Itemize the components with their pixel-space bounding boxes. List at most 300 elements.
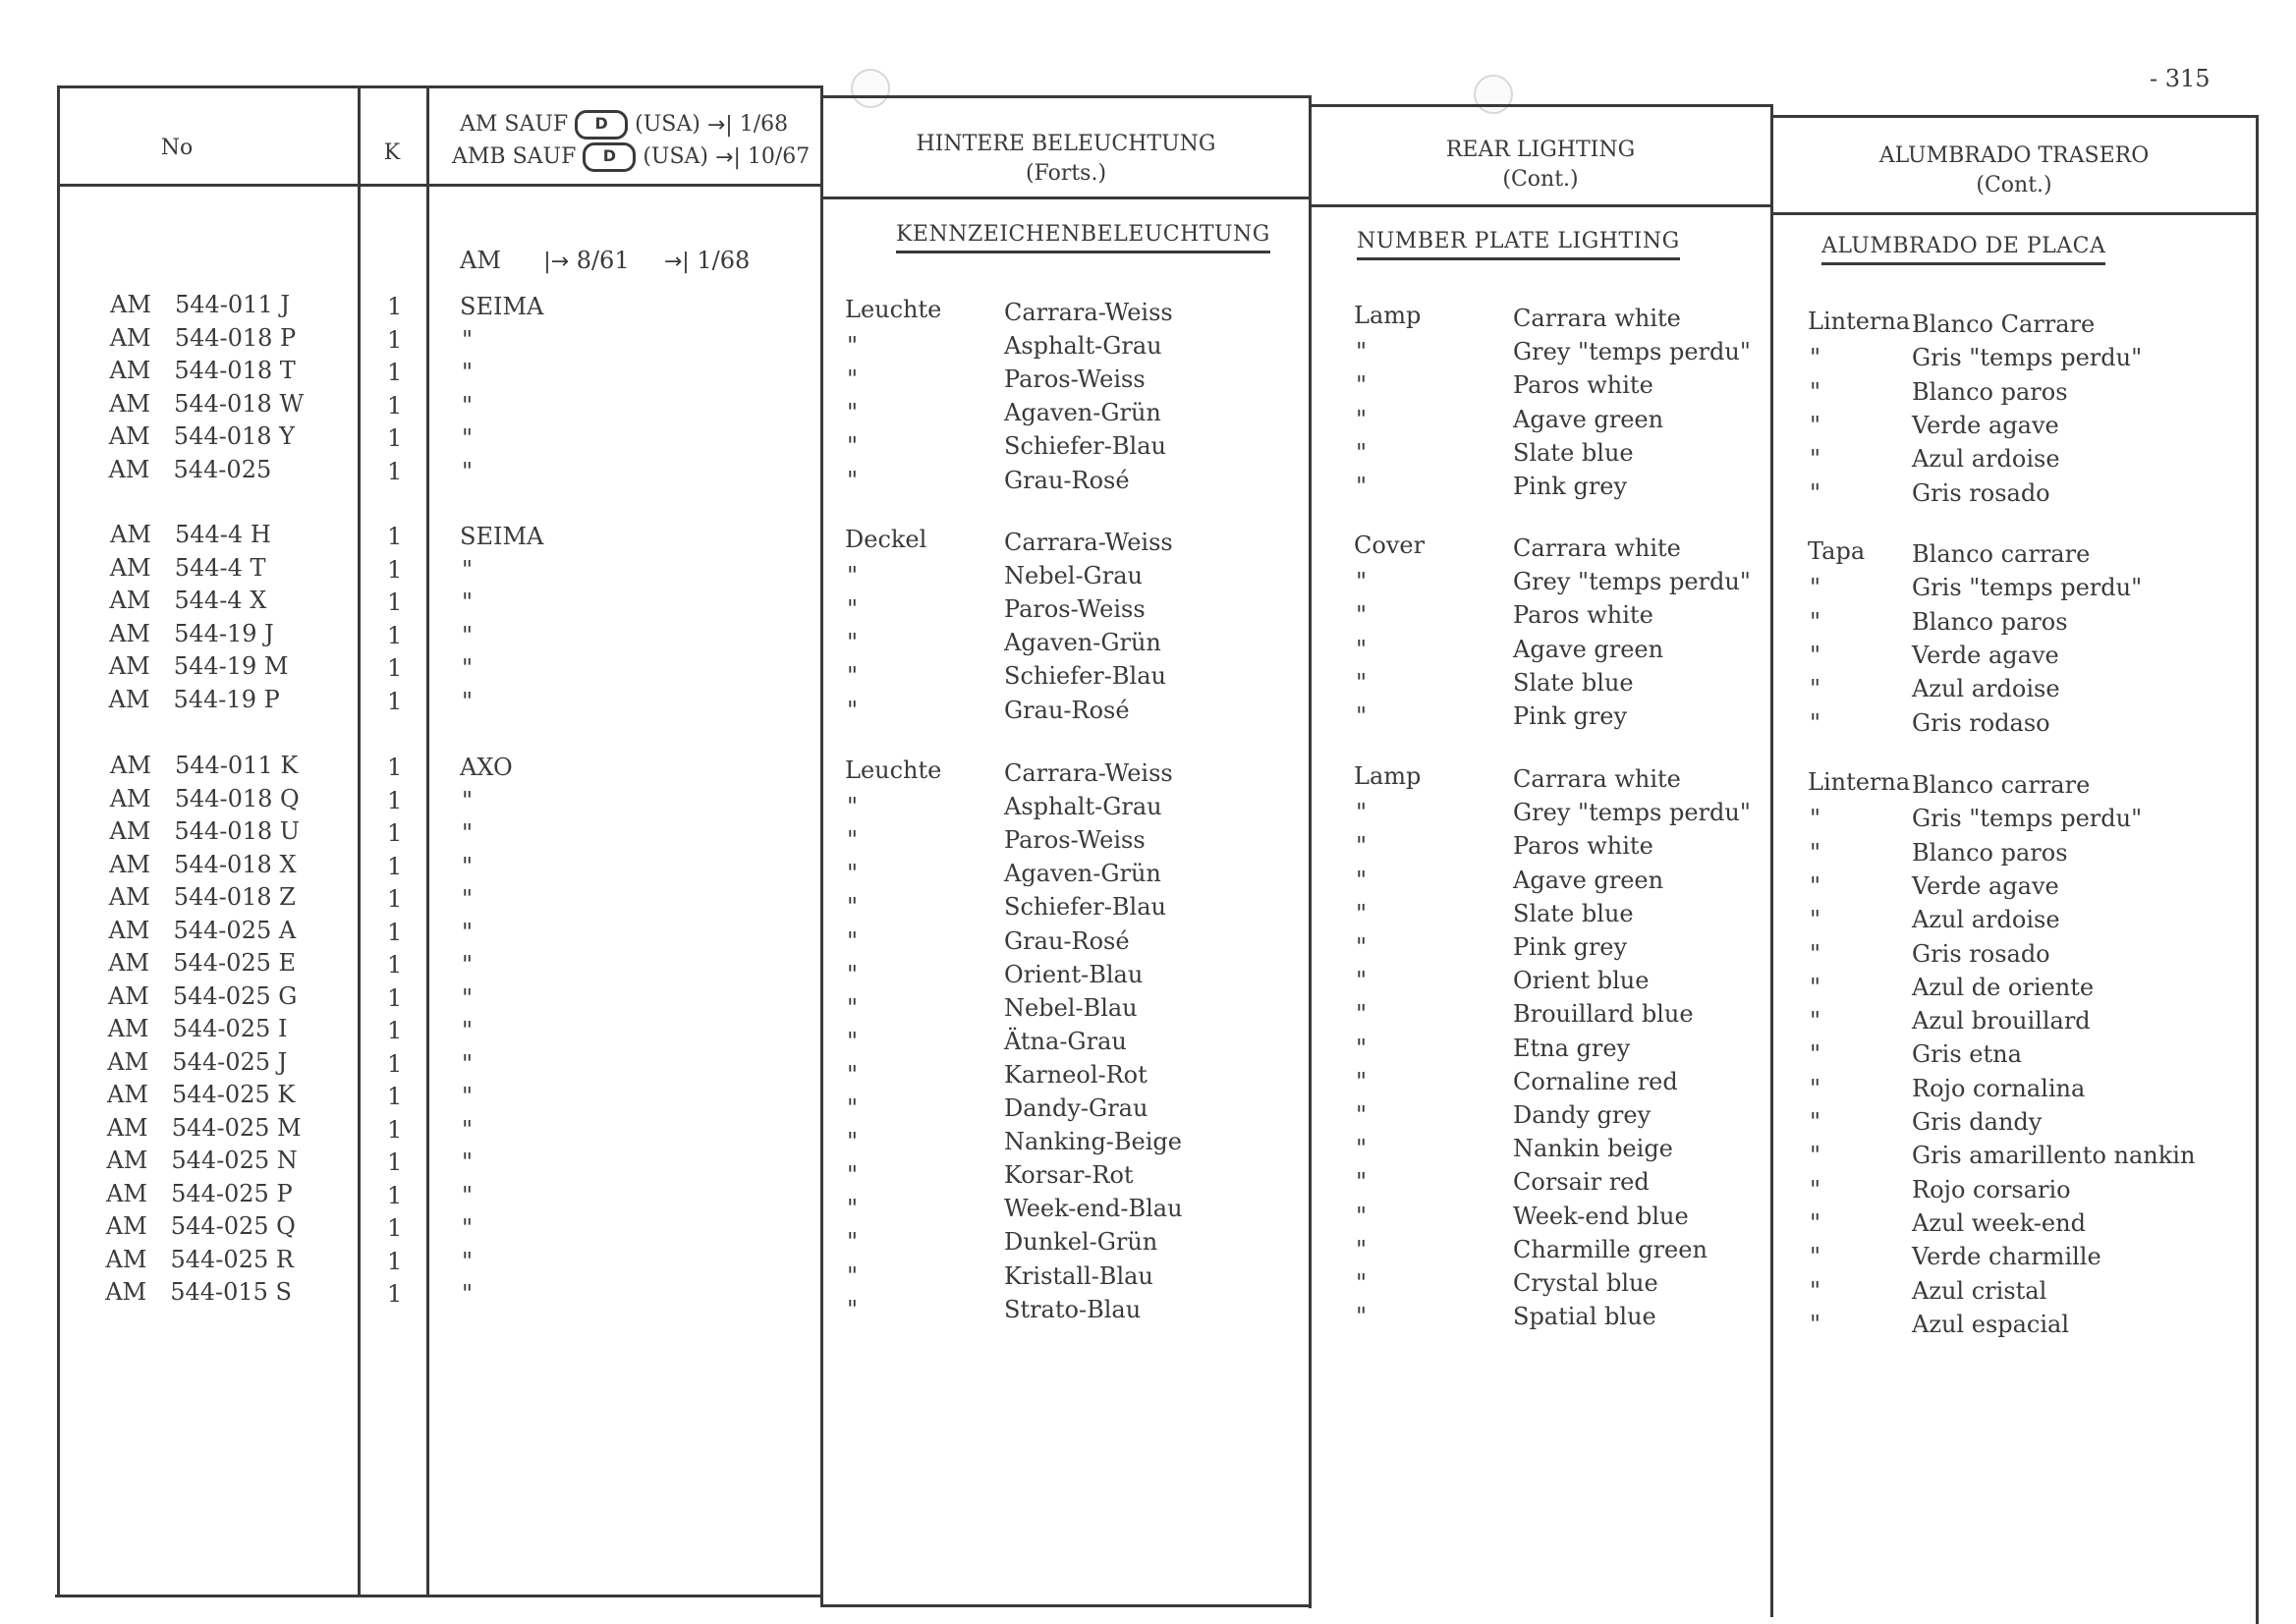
quantity-k: 1 <box>387 424 403 452</box>
color-de: Paros-Weiss <box>1004 365 1146 394</box>
part-number: 544-025 <box>173 455 272 483</box>
ditto-mark: " <box>847 893 859 922</box>
ditto-mark: " <box>462 1083 474 1110</box>
color-en: Brouillard blue <box>1513 1000 1694 1029</box>
ditto-mark: " <box>1810 411 1821 439</box>
ditto-mark: " <box>462 359 474 386</box>
item-en: Cover <box>1354 532 1426 559</box>
part-number: 544-4 X <box>174 587 267 614</box>
subheading-es: ALUMBRADO DE PLACA <box>1821 234 2105 258</box>
color-es: Gris rodaso <box>1912 708 2050 737</box>
quantity-k: 1 <box>387 621 403 649</box>
part-prefix: AM <box>106 1113 148 1142</box>
color-es: Blanco paros <box>1912 377 2068 406</box>
color-de: Nebel-Blau <box>1004 993 1138 1022</box>
ditto-mark: " <box>1810 1175 1821 1204</box>
ditto-mark: " <box>1356 1101 1368 1129</box>
color-de: Nanking-Beige <box>1004 1128 1182 1156</box>
quantity-k: 1 <box>387 1280 403 1308</box>
ditto-mark: " <box>847 993 859 1022</box>
color-en: Carrara white <box>1513 765 1681 793</box>
part-number: 544-018 W <box>174 389 305 418</box>
quantity-k: 1 <box>387 1148 403 1176</box>
ditto-mark: " <box>462 1247 474 1275</box>
subheading-de: KENNZEICHENBELEUCHTUNG <box>896 222 1270 247</box>
quantity-k: 1 <box>387 1247 403 1275</box>
color-es: Azul ardoise <box>1912 675 2060 703</box>
color-en: Grey "temps perdu" <box>1513 338 1751 366</box>
ditto-mark: " <box>462 424 474 452</box>
item-es: Linterna <box>1808 768 1911 796</box>
quantity-k: 1 <box>387 687 403 715</box>
ditto-mark: " <box>1356 1202 1368 1230</box>
ditto-mark: " <box>1356 473 1368 500</box>
ditto-mark: " <box>1356 1303 1368 1331</box>
quantity-k: 1 <box>387 754 403 781</box>
color-es: Gris rosado <box>1912 939 2050 968</box>
color-en: Agave green <box>1513 405 1664 433</box>
color-es: Blanco Carrare <box>1912 310 2096 338</box>
color-es: Rojo corsario <box>1912 1175 2071 1204</box>
color-en: Paros white <box>1513 601 1653 630</box>
ditto-mark: " <box>462 1115 474 1144</box>
ditto-mark: " <box>462 555 474 584</box>
part-number: 544-025 I <box>172 1015 288 1042</box>
quantity-k: 1 <box>387 523 403 550</box>
ditto-mark: " <box>1810 1074 1821 1102</box>
ditto-mark: " <box>847 365 859 394</box>
color-es: Gris "temps perdu" <box>1912 574 2143 602</box>
part-number: 544-025 K <box>172 1081 296 1108</box>
ditto-mark: " <box>847 562 859 590</box>
part-prefix: AM <box>107 1081 148 1108</box>
ditto-mark: " <box>462 1280 474 1308</box>
ditto-mark: " <box>462 918 474 946</box>
quantity-k: 1 <box>387 819 403 847</box>
color-es: Blanco paros <box>1912 607 2068 636</box>
ditto-mark: " <box>847 662 859 691</box>
ditto-mark: " <box>1810 906 1821 934</box>
ditto-mark: " <box>462 951 474 979</box>
item-es: Linterna <box>1808 308 1911 335</box>
ditto-mark: " <box>847 960 859 988</box>
color-de: Carrara-Weiss <box>1004 299 1173 326</box>
part-prefix: AM <box>105 1212 147 1240</box>
part-number: 544-025 M <box>171 1113 302 1142</box>
color-de: Carrara-Weiss <box>1004 759 1173 787</box>
header-de-title: HINTERE BELEUCHTUNG <box>916 132 1216 156</box>
ditto-mark: " <box>847 595 859 624</box>
ditto-mark: " <box>462 325 474 354</box>
ditto-mark: " <box>1810 1007 1821 1036</box>
color-en: Nankin beige <box>1513 1135 1673 1163</box>
part-number: 544-025 G <box>172 981 298 1010</box>
color-de: Kristall-Blau <box>1004 1261 1153 1290</box>
color-es: Rojo cornalina <box>1912 1074 2086 1102</box>
ditto-mark: " <box>462 1148 474 1176</box>
ditto-mark: " <box>1356 899 1368 927</box>
part-prefix: AM <box>108 883 150 911</box>
ditto-mark: " <box>847 629 859 657</box>
ditto-mark: " <box>462 852 474 880</box>
model-date: 1/68 <box>739 112 789 137</box>
color-de: Agaven-Grün <box>1004 399 1161 427</box>
ditto-mark: " <box>1810 1040 1821 1069</box>
part-prefix: AM <box>109 553 151 582</box>
header-de-sub: (Forts.) <box>1025 161 1107 186</box>
col-line-left <box>57 85 60 1597</box>
table-top-border-4 <box>1772 115 2258 118</box>
quantity-k: 1 <box>387 293 403 320</box>
color-de: Nebel-Grau <box>1004 562 1143 590</box>
ditto-mark: " <box>1356 635 1368 663</box>
color-de: Agaven-Grün <box>1004 629 1161 657</box>
model-region: (USA) <box>635 112 700 137</box>
color-de: Paros-Weiss <box>1004 595 1146 624</box>
range-from: 8/61 <box>576 247 630 274</box>
color-de: Strato-Blau <box>1004 1295 1142 1323</box>
part-number: 544-4 T <box>174 553 266 582</box>
header-en <box>1314 136 1767 195</box>
part-prefix: AM <box>108 685 150 713</box>
color-es: Azul espacial <box>1912 1310 2070 1338</box>
color-de: Korsar-Rot <box>1004 1161 1134 1190</box>
ditto-mark: " <box>462 588 474 616</box>
color-de: Orient-Blau <box>1004 960 1144 988</box>
item-de: Deckel <box>845 526 927 553</box>
quantity-k: 1 <box>387 1115 403 1144</box>
ditto-mark: " <box>1356 933 1368 961</box>
color-de: Schiefer-Blau <box>1004 893 1166 922</box>
table-top-border-1 <box>59 85 822 88</box>
quantity-k: 1 <box>387 588 403 616</box>
color-de: Asphalt-Grau <box>1004 332 1162 361</box>
ditto-mark: " <box>1356 601 1368 630</box>
color-en: Orient blue <box>1513 967 1650 995</box>
ditto-mark: " <box>1810 344 1821 372</box>
part-number: 544-011 J <box>175 291 290 318</box>
color-es: Gris amarillento nankin <box>1912 1142 2196 1170</box>
color-en: Dandy grey <box>1513 1101 1652 1129</box>
ditto-mark: " <box>1356 1235 1368 1263</box>
page-number: - 315 <box>2150 65 2211 92</box>
ditto-mark: " <box>462 1049 474 1078</box>
color-en: Week-end blue <box>1513 1202 1689 1230</box>
ditto-mark: " <box>847 1261 859 1290</box>
ditto-mark: " <box>1810 939 1821 968</box>
quantity-k: 1 <box>387 1083 403 1110</box>
ditto-mark: " <box>1810 1310 1821 1338</box>
color-es: Gris dandy <box>1912 1108 2043 1136</box>
header-model-line-2 <box>452 142 810 172</box>
col-line-no-k <box>358 85 361 1597</box>
part-prefix: AM <box>109 850 150 878</box>
header-divider-1 <box>59 184 822 187</box>
color-en: Charmille green <box>1513 1235 1708 1263</box>
supplier-name: SEIMA <box>460 293 544 320</box>
color-es: Verde agave <box>1912 641 2059 669</box>
ditto-mark: " <box>1810 1142 1821 1170</box>
part-prefix: AM <box>109 389 150 418</box>
item-en: Lamp <box>1354 302 1422 329</box>
quantity-k: 1 <box>387 457 403 485</box>
color-en: Pink grey <box>1513 933 1628 961</box>
color-en: Agave green <box>1513 635 1664 663</box>
ditto-mark: " <box>462 819 474 847</box>
ditto-mark: " <box>462 983 474 1012</box>
color-es: Blanco carrare <box>1912 540 2091 568</box>
part-prefix: AM <box>110 291 151 318</box>
color-en: Spatial blue <box>1513 1303 1656 1331</box>
color-es: Gris rosado <box>1912 478 2050 507</box>
part-prefix: AM <box>109 357 151 384</box>
ditto-mark: " <box>1810 445 1821 474</box>
part-number: 544-19 M <box>173 652 289 680</box>
ditto-mark: " <box>1810 574 1821 602</box>
color-en: Slate blue <box>1513 438 1634 467</box>
ditto-mark: " <box>1810 675 1821 703</box>
model-date: 10/67 <box>747 144 811 169</box>
color-de: Schiefer-Blau <box>1004 432 1166 461</box>
color-es: Azul brouillard <box>1912 1007 2091 1036</box>
ditto-mark: " <box>1810 1243 1821 1271</box>
color-es: Verde agave <box>1912 871 2059 900</box>
ditto-mark: " <box>1356 1168 1368 1197</box>
part-number: 544-025 R <box>170 1245 294 1273</box>
part-prefix: AM <box>109 323 151 352</box>
color-de: Dandy-Grau <box>1004 1094 1148 1122</box>
header-es <box>1775 141 2253 200</box>
quantity-k: 1 <box>387 918 403 946</box>
color-en: Grey "temps perdu" <box>1513 799 1751 827</box>
table-top-border-2 <box>822 95 1311 98</box>
color-es: Verde charmille <box>1912 1243 2101 1271</box>
ditto-mark: " <box>847 1295 859 1323</box>
part-number: 544-018 X <box>174 850 297 878</box>
ditto-mark: " <box>1810 607 1821 636</box>
model-prefix: AMB SAUF <box>452 144 577 169</box>
color-de: Ätna-Grau <box>1004 1027 1127 1055</box>
color-en: Agave green <box>1513 866 1664 894</box>
item-de: Leuchte <box>845 296 942 323</box>
ditto-mark: " <box>1356 799 1368 827</box>
part-prefix: AM <box>108 949 150 977</box>
ditto-mark: " <box>847 793 859 821</box>
ditto-mark: " <box>462 457 474 485</box>
color-es: Azul week-end <box>1912 1208 2086 1237</box>
ditto-mark: " <box>847 399 859 427</box>
table-bottom-border-1 <box>55 1595 822 1597</box>
color-es: Verde agave <box>1912 411 2059 439</box>
ditto-mark: " <box>1356 866 1368 894</box>
quantity-k: 1 <box>387 786 403 814</box>
ditto-mark: " <box>847 1094 859 1122</box>
ditto-mark: " <box>1356 371 1368 400</box>
ditto-mark: " <box>847 1128 859 1156</box>
country-badge-d: D <box>583 142 636 172</box>
ditto-mark: " <box>1356 1269 1368 1297</box>
part-number: 544-018 P <box>174 323 297 352</box>
col-line-k-model <box>426 85 429 1597</box>
color-de: Schiefer-Blau <box>1004 662 1166 691</box>
subheading-en: NUMBER PLATE LIGHTING <box>1357 229 1680 253</box>
ditto-mark: " <box>847 696 859 724</box>
ditto-mark: " <box>1810 641 1821 669</box>
part-number: 544-018 Y <box>173 422 295 450</box>
header-k: K <box>383 140 401 165</box>
quantity-k: 1 <box>387 555 403 584</box>
color-de: Grau-Rosé <box>1004 926 1130 955</box>
ditto-mark: " <box>1356 1067 1368 1095</box>
color-en: Paros white <box>1513 371 1653 400</box>
ditto-mark: " <box>462 654 474 682</box>
color-en: Corsair red <box>1513 1168 1650 1197</box>
ditto-mark: " <box>1356 438 1368 467</box>
ditto-mark: " <box>1356 967 1368 995</box>
part-number: 544-015 S <box>170 1278 292 1306</box>
ditto-mark: " <box>1810 871 1821 900</box>
table-bottom-border-2 <box>822 1604 1311 1607</box>
ditto-mark: " <box>462 687 474 715</box>
quantity-k: 1 <box>387 1049 403 1078</box>
part-prefix: AM <box>109 587 151 614</box>
color-en: Carrara white <box>1513 305 1681 332</box>
ditto-mark: " <box>462 1181 474 1209</box>
color-es: Blanco carrare <box>1912 771 2091 799</box>
color-en: Grey "temps perdu" <box>1513 568 1751 596</box>
color-es: Gris "temps perdu" <box>1912 344 2143 372</box>
end-arrow-icon: →| <box>715 144 741 170</box>
color-de: Carrara-Weiss <box>1004 529 1173 556</box>
ditto-mark: " <box>1810 973 1821 1001</box>
ditto-mark: " <box>847 332 859 361</box>
ditto-mark: " <box>847 1195 859 1223</box>
binder-hole-right <box>1474 75 1513 114</box>
part-prefix: AM <box>110 521 151 548</box>
quantity-k: 1 <box>387 1017 403 1044</box>
col-line-de-en <box>1309 95 1312 1608</box>
part-prefix: AM <box>105 1278 147 1306</box>
ditto-mark: " <box>847 926 859 955</box>
ditto-mark: " <box>847 466 859 494</box>
part-number: 544-025 P <box>171 1179 293 1207</box>
model-region: (USA) <box>643 144 709 169</box>
ditto-mark: " <box>1356 568 1368 596</box>
quantity-k: 1 <box>387 1181 403 1209</box>
ditto-mark: " <box>1356 668 1368 697</box>
ditto-mark: " <box>847 1161 859 1190</box>
header-divider-2 <box>822 196 1311 199</box>
color-de: Dunkel-Grün <box>1004 1228 1158 1257</box>
color-en: Crystal blue <box>1513 1269 1658 1297</box>
header-no: No <box>160 136 194 160</box>
part-prefix: AM <box>107 981 149 1010</box>
color-de: Week-end-Blau <box>1004 1195 1183 1223</box>
supplier-name: AXO <box>460 754 513 781</box>
part-number: 544-19 P <box>173 685 280 713</box>
part-prefix: AM <box>106 1179 147 1207</box>
header-de <box>825 130 1307 189</box>
start-arrow-icon: |→ <box>543 250 570 274</box>
ditto-mark: " <box>462 1017 474 1044</box>
model-prefix: AM SAUF <box>460 112 569 137</box>
ditto-mark: " <box>1356 832 1368 861</box>
header-es-sub: (Cont.) <box>1976 173 2052 197</box>
part-number: 544-018 U <box>174 817 300 845</box>
color-de: Grau-Rosé <box>1004 696 1130 724</box>
ditto-mark: " <box>847 1027 859 1055</box>
color-de: Karneol-Rot <box>1004 1060 1148 1089</box>
color-es: Gris etna <box>1912 1040 2022 1069</box>
range-model: AM <box>460 247 501 274</box>
item-es: Tapa <box>1808 537 1866 565</box>
part-number: 544-4 H <box>175 521 271 548</box>
color-en: Etna grey <box>1513 1034 1631 1062</box>
part-number: 544-025 A <box>173 916 297 944</box>
col-line-model-de <box>820 85 823 1607</box>
ditto-mark: " <box>1810 708 1821 737</box>
ditto-mark: " <box>847 826 859 855</box>
ditto-mark: " <box>1810 838 1821 867</box>
quantity-k: 1 <box>387 1214 403 1242</box>
part-prefix: AM <box>110 752 151 779</box>
table-top-border-3 <box>1311 104 1772 107</box>
color-es: Blanco paros <box>1912 838 2068 867</box>
header-es-title: ALUMBRADO TRASERO <box>1878 143 2150 168</box>
header-divider-4 <box>1772 212 2258 215</box>
color-es: Azul ardoise <box>1912 445 2060 474</box>
ditto-mark: " <box>847 1228 859 1257</box>
ditto-mark: " <box>1810 805 1821 833</box>
part-prefix: AM <box>109 619 150 647</box>
ditto-mark: " <box>1810 1276 1821 1305</box>
part-number: 544-025 N <box>171 1147 298 1174</box>
quantity-k: 1 <box>387 951 403 979</box>
ditto-mark: " <box>1810 377 1821 406</box>
color-de: Asphalt-Grau <box>1004 793 1162 821</box>
col-line-right <box>2256 115 2259 1624</box>
color-en: Pink grey <box>1513 702 1628 730</box>
range-to: 1/68 <box>697 247 751 274</box>
ditto-mark: " <box>462 621 474 649</box>
part-number: 544-018 Q <box>174 784 300 812</box>
item-en: Lamp <box>1354 762 1422 790</box>
color-es: Gris "temps perdu" <box>1912 805 2143 833</box>
part-prefix: AM <box>106 1147 148 1174</box>
part-prefix: AM <box>107 1047 149 1076</box>
part-prefix: AM <box>108 455 150 483</box>
color-en: Carrara white <box>1513 534 1681 562</box>
ditto-mark: " <box>1356 702 1368 730</box>
color-es: Azul ardoise <box>1912 906 2060 934</box>
color-de: Agaven-Grün <box>1004 860 1161 888</box>
color-de: Grau-Rosé <box>1004 466 1130 494</box>
ditto-mark: " <box>1356 1000 1368 1029</box>
ditto-mark: " <box>847 1060 859 1089</box>
ditto-mark: " <box>1356 338 1368 366</box>
part-prefix: AM <box>108 916 150 944</box>
end-arrow-icon: →| <box>663 250 690 274</box>
ditto-mark: " <box>847 432 859 461</box>
supplier-name: SEIMA <box>460 523 544 550</box>
item-de: Leuchte <box>845 756 942 784</box>
ditto-mark: " <box>847 860 859 888</box>
header-en-title: REAR LIGHTING <box>1445 138 1636 162</box>
part-prefix: AM <box>105 1245 147 1273</box>
part-prefix: AM <box>107 1015 149 1042</box>
quantity-k: 1 <box>387 983 403 1012</box>
color-en: Slate blue <box>1513 899 1634 927</box>
